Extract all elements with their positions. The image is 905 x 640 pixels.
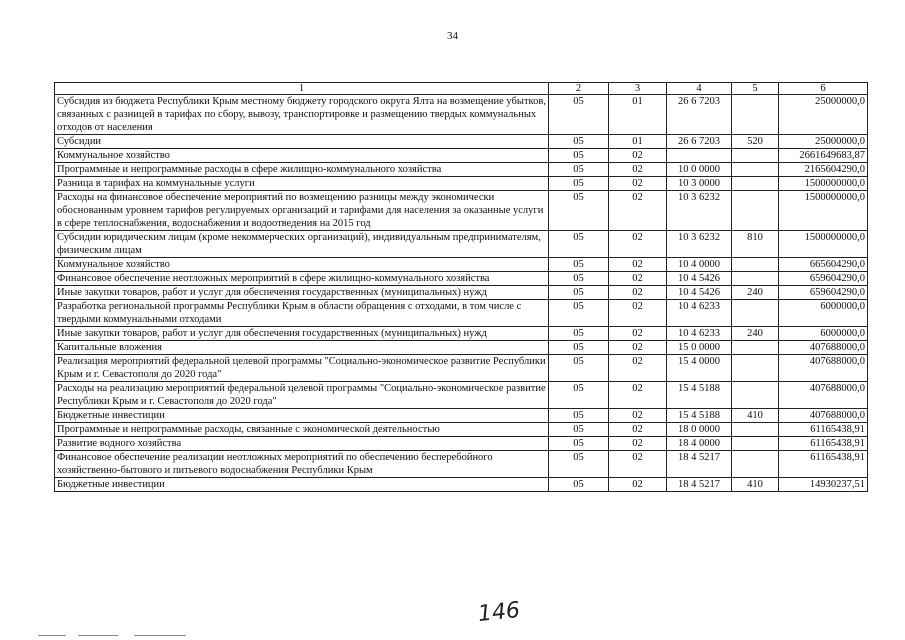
table-row — [55, 231, 868, 258]
row-subsection-code: 02 — [609, 191, 667, 231]
header-col-6: 6 — [779, 83, 868, 95]
row-target-article: 10 3 6232 — [667, 231, 732, 258]
row-amount: 407688000,0 — [779, 382, 868, 409]
row-name: Капитальные вложения — [55, 341, 549, 355]
row-expense-type — [732, 382, 779, 409]
row-expense-type — [732, 451, 779, 478]
row-section-code: 05 — [549, 149, 609, 163]
table-row — [55, 191, 868, 231]
row-target-article: 10 4 5426 — [667, 272, 732, 286]
table-row — [55, 341, 868, 355]
row-target-article: 15 4 0000 — [667, 355, 732, 382]
row-amount: 61165438,91 — [779, 423, 868, 437]
row-name: Развитие водного хозяйства — [55, 437, 549, 451]
table-row — [55, 163, 868, 177]
row-expense-type — [732, 191, 779, 231]
row-expense-type: 810 — [732, 231, 779, 258]
row-amount: 1500000000,0 — [779, 231, 868, 258]
row-amount: 1500000000,0 — [779, 191, 868, 231]
row-name: Коммунальное хозяйство — [55, 258, 549, 272]
row-subsection-code: 01 — [609, 95, 667, 135]
row-target-article: 15 4 5188 — [667, 382, 732, 409]
row-target-article: 18 0 0000 — [667, 423, 732, 437]
row-subsection-code: 02 — [609, 177, 667, 191]
row-expense-type — [732, 300, 779, 327]
row-section-code: 05 — [549, 409, 609, 423]
row-subsection-code: 02 — [609, 163, 667, 177]
header-col-1: 1 — [55, 83, 549, 95]
row-subsection-code: 02 — [609, 300, 667, 327]
row-subsection-code: 02 — [609, 437, 667, 451]
page-number: 34 — [447, 30, 458, 42]
row-expense-type: 240 — [732, 286, 779, 300]
row-name: Бюджетные инвестиции — [55, 409, 549, 423]
row-section-code: 05 — [549, 478, 609, 492]
table-row — [55, 177, 868, 191]
row-name: Субсидии — [55, 135, 549, 149]
row-subsection-code: 02 — [609, 272, 667, 286]
row-target-article: 18 4 5217 — [667, 451, 732, 478]
row-target-article: 10 0 0000 — [667, 163, 732, 177]
row-subsection-code: 02 — [609, 231, 667, 258]
row-amount: 407688000,0 — [779, 409, 868, 423]
row-name: Расходы на реализацию мероприятий федеральной целевой программы "Социально-экономическое развитие Республики Крым и г. Севастополя до 2020 года" — [55, 382, 549, 409]
row-section-code: 05 — [549, 300, 609, 327]
header-col-3: 3 — [609, 83, 667, 95]
row-section-code: 05 — [549, 191, 609, 231]
row-subsection-code: 02 — [609, 341, 667, 355]
row-amount: 407688000,0 — [779, 341, 868, 355]
row-subsection-code: 02 — [609, 149, 667, 163]
row-name: Программные и непрограммные расходы, связанные с экономической деятельностью — [55, 423, 549, 437]
row-section-code: 05 — [549, 286, 609, 300]
row-name: Иные закупки товаров, работ и услуг для обеспечения государственных (муниципальных) нужд — [55, 327, 549, 341]
header-col-4: 4 — [667, 83, 732, 95]
row-expense-type — [732, 163, 779, 177]
row-amount: 2661649683,87 — [779, 149, 868, 163]
row-expense-type — [732, 258, 779, 272]
row-target-article: 10 4 0000 — [667, 258, 732, 272]
table-row — [55, 451, 868, 478]
row-target-article: 10 3 0000 — [667, 177, 732, 191]
row-target-article: 18 4 0000 — [667, 437, 732, 451]
row-section-code: 05 — [549, 135, 609, 149]
table-row — [55, 95, 868, 135]
table-row — [55, 355, 868, 382]
table-row — [55, 409, 868, 423]
row-name: Программные и непрограммные расходы в сфере жилищно-коммунального хозяйства — [55, 163, 549, 177]
row-section-code: 05 — [549, 423, 609, 437]
table-row — [55, 437, 868, 451]
bottom-scan-marks — [38, 635, 198, 637]
row-target-article: 10 4 5426 — [667, 286, 732, 300]
row-subsection-code: 02 — [609, 451, 667, 478]
row-target-article: 10 4 6233 — [667, 327, 732, 341]
row-subsection-code: 02 — [609, 355, 667, 382]
row-name: Субсидия из бюджета Республики Крым местному бюджету городского округа Ялта на возмещение убытков, связанных с разницей в тарифах по сбору, вывозу, транспортировке и размещению твердых коммунальных отходов от населения — [55, 95, 549, 135]
row-target-article: 15 4 5188 — [667, 409, 732, 423]
row-name: Разница в тарифах на коммунальные услуги — [55, 177, 549, 191]
row-amount: 61165438,91 — [779, 437, 868, 451]
row-target-article — [667, 149, 732, 163]
row-amount: 61165438,91 — [779, 451, 868, 478]
table-row — [55, 478, 868, 492]
table-row — [55, 135, 868, 149]
row-subsection-code: 02 — [609, 423, 667, 437]
row-amount: 25000000,0 — [779, 95, 868, 135]
row-target-article: 18 4 5217 — [667, 478, 732, 492]
row-target-article: 10 3 6232 — [667, 191, 732, 231]
row-expense-type — [732, 95, 779, 135]
row-section-code: 05 — [549, 382, 609, 409]
table-row — [55, 327, 868, 341]
row-amount: 407688000,0 — [779, 355, 868, 382]
row-subsection-code: 02 — [609, 409, 667, 423]
row-section-code: 05 — [549, 451, 609, 478]
row-amount: 665604290,0 — [779, 258, 868, 272]
row-section-code: 05 — [549, 272, 609, 286]
row-section-code: 05 — [549, 231, 609, 258]
row-expense-type — [732, 437, 779, 451]
table-row — [55, 300, 868, 327]
row-target-article: 15 0 0000 — [667, 341, 732, 355]
row-amount: 659604290,0 — [779, 286, 868, 300]
row-name: Финансовое обеспечение реализации неотложных мероприятий по обеспечению бесперебойного хозяйственно-бытового и питьевого водоснабжения Республики Крым — [55, 451, 549, 478]
row-name: Коммунальное хозяйство — [55, 149, 549, 163]
row-expense-type: 240 — [732, 327, 779, 341]
handwritten-page-note: 146 — [476, 597, 522, 628]
row-expense-type: 410 — [732, 478, 779, 492]
row-name: Расходы на финансовое обеспечение мероприятий по возмещению разницы между экономически обоснованным уровнем тарифов регулируемых организаций и тарифами для населения за оказанные услуги в сфере теплоснабжения, водоснабжения и водоотведения на 2015 год — [55, 191, 549, 231]
row-subsection-code: 02 — [609, 382, 667, 409]
table-row — [55, 149, 868, 163]
row-amount: 659604290,0 — [779, 272, 868, 286]
row-target-article: 26 6 7203 — [667, 135, 732, 149]
row-expense-type — [732, 341, 779, 355]
row-amount: 25000000,0 — [779, 135, 868, 149]
row-name: Бюджетные инвестиции — [55, 478, 549, 492]
row-section-code: 05 — [549, 258, 609, 272]
row-expense-type — [732, 272, 779, 286]
header-row — [55, 83, 868, 95]
header-col-5: 5 — [732, 83, 779, 95]
row-section-code: 05 — [549, 355, 609, 382]
row-name: Реализация мероприятий федеральной целевой программы "Социально-экономическое развитие Республики Крым и г. Севастополя до 2020 года" — [55, 355, 549, 382]
row-expense-type: 520 — [732, 135, 779, 149]
row-name: Субсидии юридическим лицам (кроме некоммерческих организаций), индивидуальным предпринимателям, физическим лицам — [55, 231, 549, 258]
row-amount: 14930237,51 — [779, 478, 868, 492]
table-row — [55, 382, 868, 409]
row-amount: 1500000000,0 — [779, 177, 868, 191]
row-target-article: 26 6 7203 — [667, 95, 732, 135]
row-expense-type — [732, 355, 779, 382]
row-amount: 6000000,0 — [779, 327, 868, 341]
row-subsection-code: 01 — [609, 135, 667, 149]
row-section-code: 05 — [549, 163, 609, 177]
budget-table — [54, 82, 868, 492]
row-expense-type — [732, 177, 779, 191]
row-section-code: 05 — [549, 327, 609, 341]
row-subsection-code: 02 — [609, 286, 667, 300]
row-name: Иные закупки товаров, работ и услуг для обеспечения государственных (муниципальных) нужд — [55, 286, 549, 300]
row-section-code: 05 — [549, 177, 609, 191]
row-target-article: 10 4 6233 — [667, 300, 732, 327]
row-expense-type — [732, 149, 779, 163]
table-row — [55, 286, 868, 300]
table-row — [55, 258, 868, 272]
row-name: Разработка региональной программы Республики Крым в области обращения с отходами, в том числе с твердыми коммунальными отходами — [55, 300, 549, 327]
row-expense-type — [732, 423, 779, 437]
row-subsection-code: 02 — [609, 478, 667, 492]
row-section-code: 05 — [549, 341, 609, 355]
row-amount: 6000000,0 — [779, 300, 868, 327]
row-subsection-code: 02 — [609, 258, 667, 272]
row-name: Финансовое обеспечение неотложных мероприятий в сфере жилищно-коммунального хозяйства — [55, 272, 549, 286]
table-row — [55, 423, 868, 437]
header-col-2: 2 — [549, 83, 609, 95]
row-expense-type: 410 — [732, 409, 779, 423]
row-section-code: 05 — [549, 437, 609, 451]
table-row — [55, 272, 868, 286]
row-subsection-code: 02 — [609, 327, 667, 341]
table-body — [55, 95, 868, 492]
row-amount: 2165604290,0 — [779, 163, 868, 177]
row-section-code: 05 — [549, 95, 609, 135]
